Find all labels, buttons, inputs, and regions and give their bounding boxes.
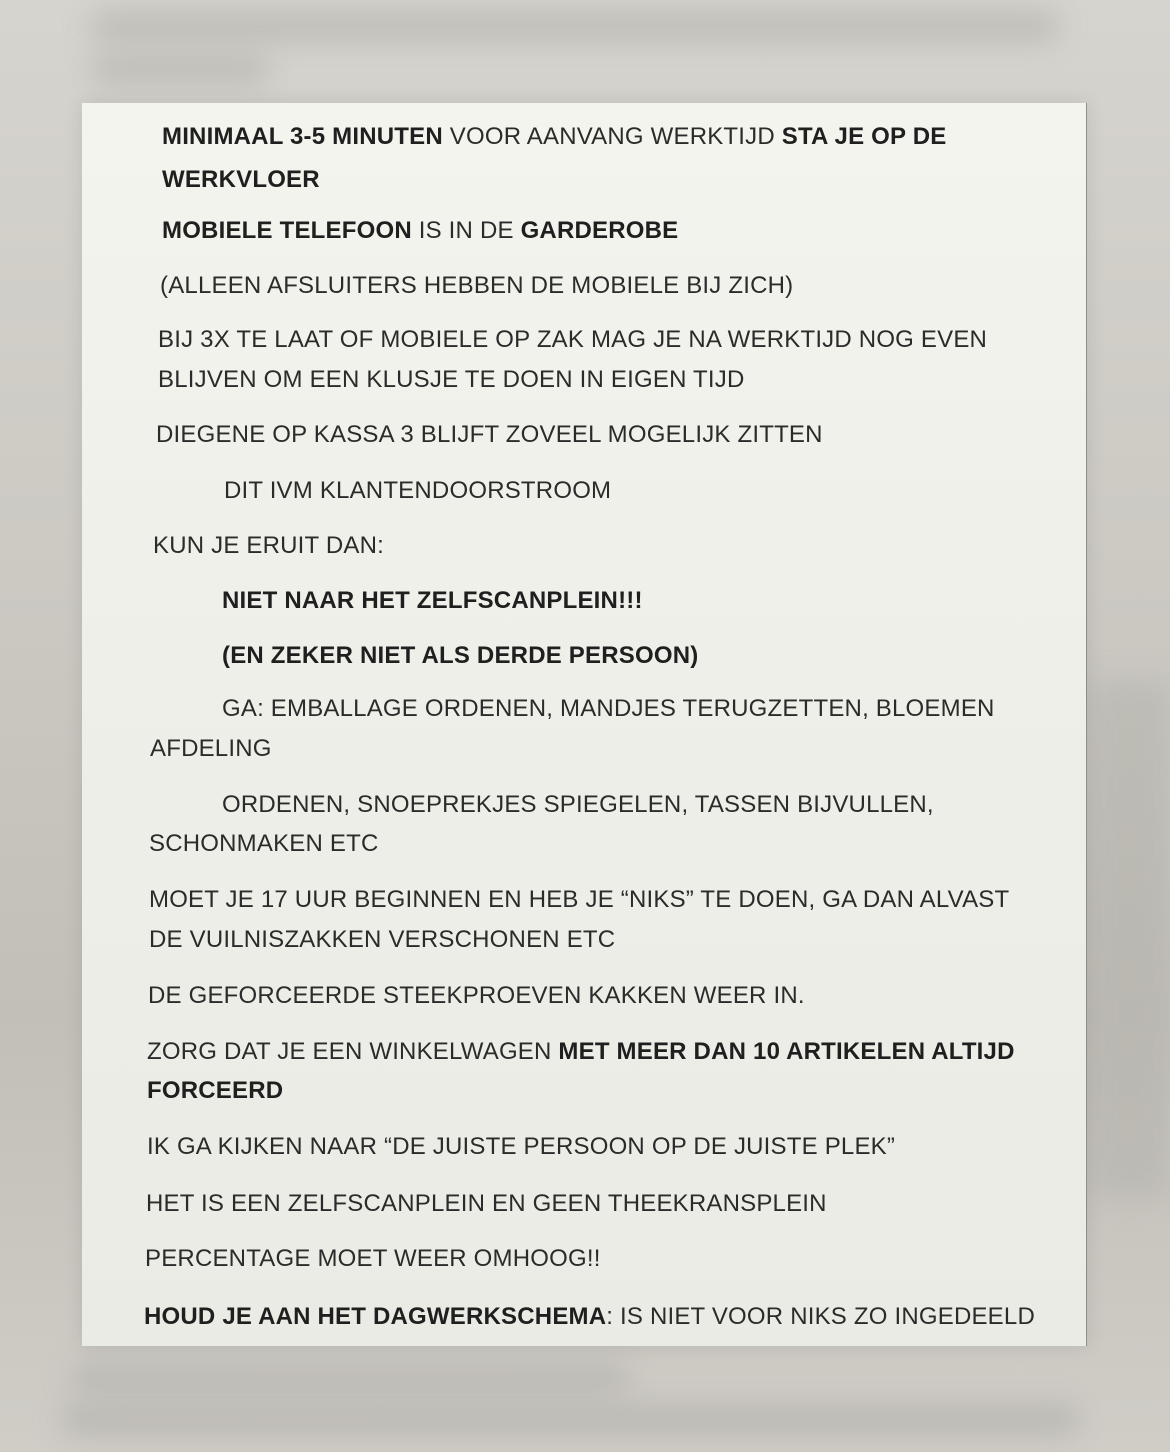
text-line: DIT IVM KLANTENDOORSTROOM [224, 477, 612, 504]
text-line [162, 122, 946, 152]
bold-text: STA JE OP DE [781, 123, 947, 150]
text-line: FORCEERD [147, 1077, 284, 1104]
text-line: DE VUILNISZAKKEN VERSCHONEN ETC [149, 926, 616, 953]
bold-text: MET MEER DAN 10 ARTIKELEN ALTIJD [558, 1038, 1015, 1065]
bold-text: MOBIELE TELEFOON [162, 217, 412, 244]
text-line: (ALLEEN AFSLUITERS HEBBEN DE MOBIELE BIJ ZICH) [160, 272, 794, 299]
blurred-background-text [90, 55, 270, 85]
text-line: WERKVLOER [162, 166, 320, 193]
bold-text: MINIMAAL 3-5 MINUTEN [162, 123, 443, 150]
regular-text: VOOR AANVANG WERKTIJD [442, 123, 782, 150]
blurred-background-text [70, 1365, 630, 1391]
text-line: BIJ 3X TE LAAT OF MOBIELE OP ZAK MAG JE NA WERKTIJD NOG EVEN [158, 326, 988, 353]
text-line: IK GA KIJKEN NAAR “DE JUISTE PERSOON OP DE JUISTE PLEK” [147, 1133, 896, 1160]
text-line: DIEGENE OP KASSA 3 BLIJFT ZOVEEL MOGELIJK ZITTEN [156, 421, 823, 448]
regular-text: IS IN DE [411, 217, 521, 244]
paper-sheet [82, 103, 1087, 1346]
text-line [147, 1037, 1015, 1067]
text-line: MOET JE 17 UUR BEGINNEN EN HEB JE “NIKS” TE DOEN, GA DAN ALVAST [149, 886, 1010, 913]
text-line [144, 1302, 1035, 1332]
text-line: PERCENTAGE MOET WEER OMHOOG!! [145, 1245, 601, 1272]
blurred-background-text [90, 10, 1060, 42]
text-line: KUN JE ERUIT DAN: [153, 532, 384, 559]
text-line: ORDENEN, SNOEPREKJES SPIEGELEN, TASSEN BIJVULLEN, [222, 791, 934, 818]
blurred-background-text [60, 1405, 1080, 1435]
regular-text: ZORG DAT JE EEN WINKELWAGEN [147, 1038, 559, 1065]
blurred-background-edge [1090, 680, 1170, 1200]
bold-text: GARDEROBE [520, 217, 679, 244]
bold-text: HOUD JE AAN HET DAGWERKSCHEMA [144, 1303, 607, 1330]
text-line: AFDELING [150, 735, 272, 762]
text-line: GA: EMBALLAGE ORDENEN, MANDJES TERUGZETTEN, BLOEMEN [222, 695, 995, 722]
text-line: BLIJVEN OM EEN KLUSJE TE DOEN IN EIGEN TIJD [158, 366, 745, 393]
text-line: DE GEFORCEERDE STEEKPROEVEN KAKKEN WEER IN. [148, 982, 805, 1009]
text-line: NIET NAAR HET ZELFSCANPLEIN!!! [222, 587, 643, 614]
regular-text: : IS NIET VOOR NIKS ZO INGEDEELD [606, 1303, 1035, 1330]
text-line: HET IS EEN ZELFSCANPLEIN EN GEEN THEEKRANSPLEIN [146, 1190, 827, 1217]
text-line [162, 216, 678, 246]
text-line: SCHONMAKEN ETC [149, 830, 379, 857]
text-line: (EN ZEKER NIET ALS DERDE PERSOON) [222, 642, 699, 669]
